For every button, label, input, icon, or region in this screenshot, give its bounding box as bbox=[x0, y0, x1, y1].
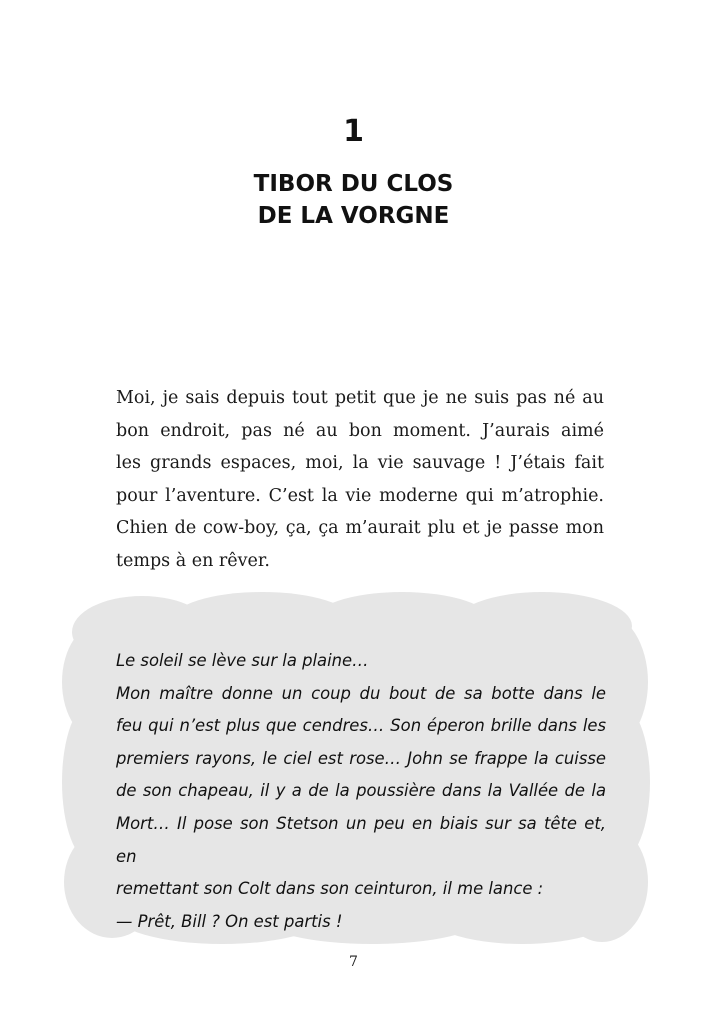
chapter-title bbox=[0, 168, 707, 232]
body-line: bon endroit, pas né au bon moment. J’aurais aimé bbox=[116, 420, 604, 441]
chapter-title-line: TIBOR DU CLOS bbox=[253, 171, 454, 197]
dream-line: de son chapeau, il y a de la poussière dans la Vallée de la bbox=[116, 781, 606, 801]
body-line: les grands espaces, moi, la vie sauvage ! J’étais fait bbox=[116, 453, 604, 474]
dream-line: premiers rayons, le ciel est rose… John se frappe la cuisse bbox=[116, 748, 606, 768]
dream-line: Mon maître donne un coup du bout de sa botte dans le bbox=[116, 683, 606, 703]
dream-line: remettant son Colt dans son ceinturon, il me lance : bbox=[116, 879, 544, 899]
dream-line: Le soleil se lève sur la plaine… bbox=[116, 651, 369, 670]
page-number: 7 bbox=[349, 954, 358, 970]
body-line: temps à en rêver. bbox=[116, 550, 270, 571]
dream-paragraph bbox=[116, 645, 606, 938]
body-paragraph bbox=[116, 382, 604, 578]
dream-line: — Prêt, Bill ? On est partis ! bbox=[116, 911, 343, 931]
chapter-number: 1 bbox=[343, 114, 364, 149]
chapter-title-line: DE LA VORGNE bbox=[257, 203, 450, 229]
body-line: pour l’aventure. C’est la vie moderne qui m’atrophie. bbox=[116, 485, 604, 506]
dream-line: Mort… Il pose son Stetson un peu en biais sur sa tête et, en bbox=[116, 813, 606, 866]
dream-line: feu qui n’est plus que cendres… Son éperon brille dans les bbox=[116, 716, 606, 736]
body-line: Chien de cow-boy, ça, ça m’aurait plu et je passe mon bbox=[116, 518, 604, 539]
body-line: Moi, je sais depuis tout petit que je ne suis pas né au bbox=[116, 388, 604, 408]
